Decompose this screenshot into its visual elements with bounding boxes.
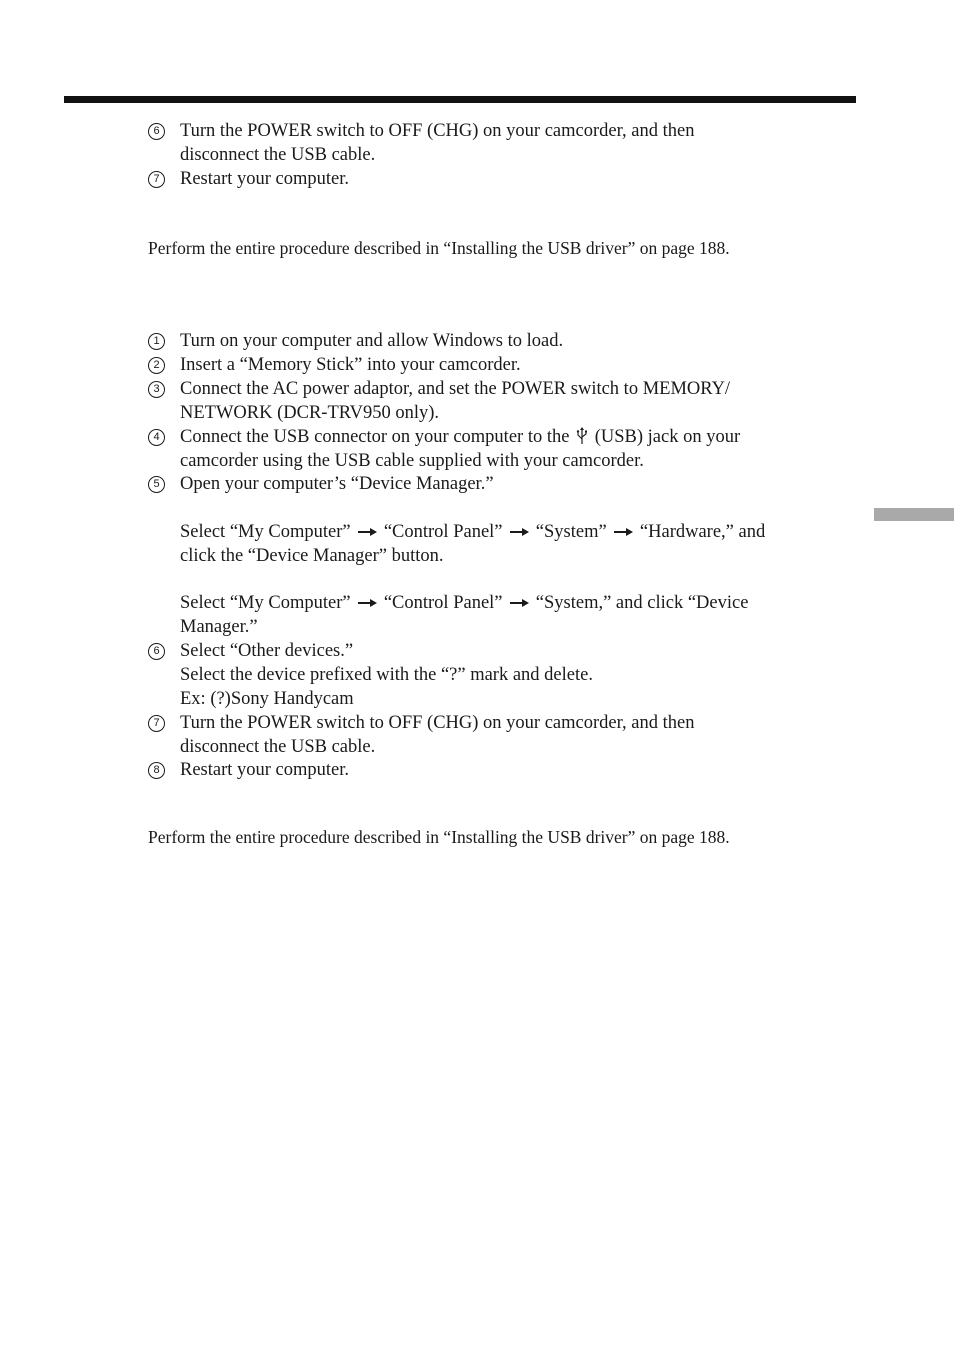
step-text-segment: Connect the USB connector on your computer to the bbox=[180, 427, 570, 447]
step-text-segment: (USB) jack on your bbox=[594, 427, 741, 447]
nav-path-line: click the “Device Manager” button. bbox=[180, 546, 444, 566]
step-text-line: Connect the AC power adaptor, and set the POWER switch to MEMORY/ bbox=[180, 379, 731, 399]
step-number: 3 bbox=[148, 381, 165, 398]
path-segment: Select “My Computer” bbox=[180, 593, 351, 613]
nav-path-line bbox=[180, 520, 860, 544]
arrow-right-icon bbox=[509, 597, 529, 609]
arrow-right-icon bbox=[509, 526, 529, 538]
step-text-line: camcorder using the USB cable supplied with your camcorder. bbox=[180, 451, 644, 471]
step-number: 6 bbox=[148, 643, 165, 660]
step-text-line: Restart your computer. bbox=[180, 169, 350, 189]
header-rule bbox=[64, 96, 856, 103]
step-number: 7 bbox=[148, 715, 165, 732]
step-number: 4 bbox=[148, 429, 165, 446]
step-text-line bbox=[180, 425, 848, 449]
step-text-line: Insert a “Memory Stick” into your camcorder. bbox=[180, 355, 521, 375]
step-text-line: Turn the POWER switch to OFF (CHG) on your camcorder, and then bbox=[180, 121, 695, 141]
step-text-line: disconnect the USB cable. bbox=[180, 737, 376, 757]
step-number: 6 bbox=[148, 123, 165, 140]
path-segment: “System,” and click “Device bbox=[535, 593, 749, 613]
step-text-line: disconnect the USB cable. bbox=[180, 145, 376, 165]
step-text-line: NETWORK (DCR-TRV950 only). bbox=[180, 403, 440, 423]
step-number: 2 bbox=[148, 357, 165, 374]
step-text-line: Turn on your computer and allow Windows to load. bbox=[180, 331, 564, 351]
step-text-line: Open your computer’s “Device Manager.” bbox=[180, 474, 494, 494]
path-segment: “Hardware,” and bbox=[639, 522, 766, 542]
path-segment: “Control Panel” bbox=[383, 522, 503, 542]
path-segment: “System” bbox=[535, 522, 607, 542]
step-text-line: Turn the POWER switch to OFF (CHG) on your camcorder, and then bbox=[180, 713, 695, 733]
arrow-right-icon bbox=[357, 597, 377, 609]
step-number: 5 bbox=[148, 476, 165, 493]
section-tab-marker bbox=[874, 508, 954, 521]
nav-path-line: Manager.” bbox=[180, 617, 258, 637]
note-install-driver-1: Perform the entire procedure described in “Installing the USB driver” on page 188. bbox=[148, 238, 730, 258]
nav-path-line bbox=[180, 591, 860, 615]
step-number: 7 bbox=[148, 171, 165, 188]
step-text-line: Restart your computer. bbox=[180, 760, 350, 780]
nav-path-2 bbox=[180, 591, 860, 639]
arrow-right-icon bbox=[357, 526, 377, 538]
step-text-line: Select the device prefixed with the “?” mark and delete. bbox=[180, 665, 593, 685]
arrow-right-icon bbox=[613, 526, 633, 538]
usb-icon bbox=[576, 427, 588, 445]
path-segment: “Control Panel” bbox=[383, 593, 503, 613]
path-segment: Select “My Computer” bbox=[180, 522, 351, 542]
step-number: 1 bbox=[148, 333, 165, 350]
step-text-line: Ex: (?)Sony Handycam bbox=[180, 689, 354, 709]
step-text-line: Select “Other devices.” bbox=[180, 641, 354, 661]
nav-path-1 bbox=[180, 520, 860, 568]
note-install-driver-2: Perform the entire procedure described in “Installing the USB driver” on page 188. bbox=[148, 827, 730, 847]
step-number: 8 bbox=[148, 762, 165, 779]
